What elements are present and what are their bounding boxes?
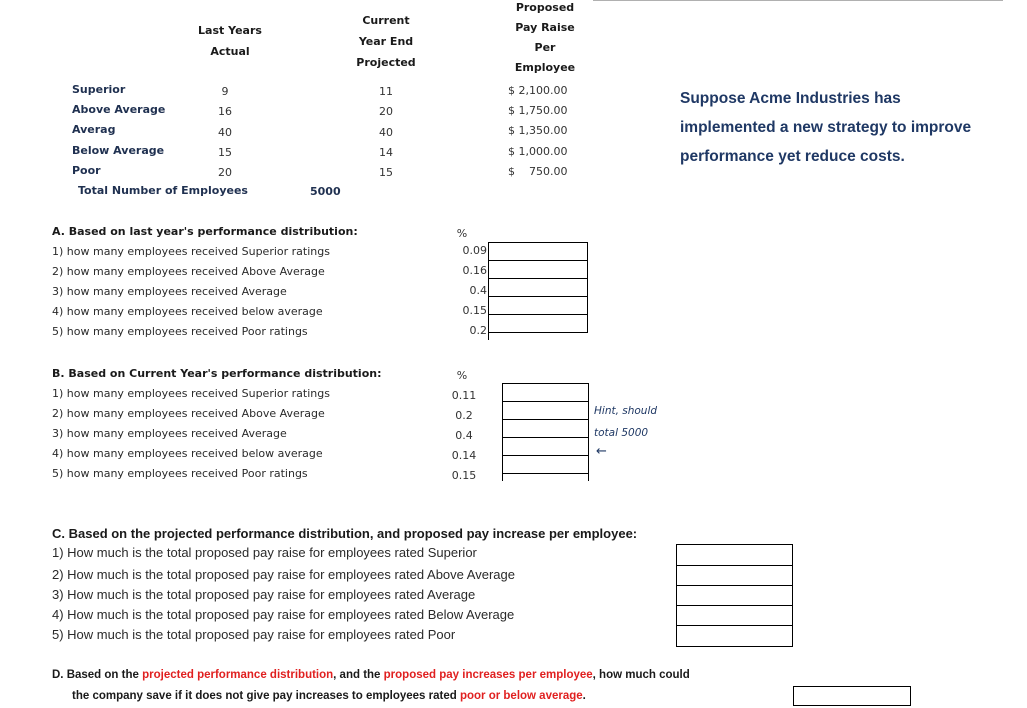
header-current-line2: Year End bbox=[358, 35, 414, 48]
section-a-pct: 0.16 bbox=[462, 264, 487, 277]
section-c-question: 5) How much is the total proposed pay raise for employees rated Poor bbox=[52, 627, 456, 642]
arrow-left-icon: ← bbox=[596, 444, 607, 459]
section-a-pct: 0.09 bbox=[462, 244, 487, 257]
row-label-superior: Superior bbox=[72, 83, 126, 96]
section-c-answer-input[interactable] bbox=[676, 565, 793, 586]
section-d-text: , how much could bbox=[592, 669, 690, 681]
section-d-text: the company save if it does not give pay increases to employees rated bbox=[72, 690, 460, 702]
section-a-answer-input[interactable] bbox=[488, 278, 588, 297]
section-b-question: 1) how many employees received Superior ratings bbox=[52, 387, 330, 400]
section-b-answer-input[interactable] bbox=[502, 455, 589, 474]
header-proposed bbox=[505, 0, 585, 78]
section-a-question: 1) how many employees received Superior ratings bbox=[52, 245, 330, 258]
header-proposed-line4: Employee bbox=[514, 61, 576, 74]
section-c-question: 3) How much is the total proposed pay raise for employees rated Average bbox=[52, 587, 476, 602]
raise-value-below-average: $ 1,000.00 bbox=[508, 145, 568, 158]
header-proposed-line1: Proposed bbox=[515, 1, 575, 14]
last-value-superior: 9 bbox=[221, 85, 229, 98]
section-c-question: 2) How much is the total proposed pay raise for employees rated Above Average bbox=[52, 567, 515, 582]
scenario-note: Suppose Acme Industries has implemented a new strategy to improve performance yet reduce costs. bbox=[680, 90, 972, 165]
section-a-title: A. Based on last year's performance distribution: bbox=[52, 225, 358, 238]
section-b-answer-input[interactable] bbox=[502, 419, 589, 438]
header-last-years-line2: Actual bbox=[210, 45, 250, 58]
section-b-pct: 0.4 bbox=[455, 429, 473, 442]
section-d-line2 bbox=[72, 690, 586, 702]
header-current-line1: Current bbox=[362, 14, 410, 27]
section-c-question: 1) How much is the total proposed pay raise for employees rated Superior bbox=[52, 545, 477, 560]
section-c-answer-input[interactable] bbox=[676, 544, 793, 566]
section-a-question: 4) how many employees received below average bbox=[52, 305, 323, 318]
section-c-question: 4) How much is the total proposed pay raise for employees rated Below Average bbox=[52, 607, 515, 622]
section-c-answer-input[interactable] bbox=[676, 625, 793, 647]
total-label: Total Number of Employees bbox=[78, 184, 248, 197]
raise-value-above-average: $ 1,750.00 bbox=[508, 104, 568, 117]
current-value-average: 40 bbox=[379, 126, 393, 139]
section-c-answer-input[interactable] bbox=[676, 605, 793, 626]
section-b-pct: 0.15 bbox=[451, 469, 477, 482]
row-label-below-average: Below Average bbox=[72, 144, 165, 157]
section-b-question: 5) how many employees received Poor ratings bbox=[52, 467, 308, 480]
section-a-border-tick bbox=[488, 332, 489, 340]
current-value-above-average: 20 bbox=[379, 105, 393, 118]
header-proposed-line2: Pay Raise bbox=[515, 21, 575, 34]
header-current-line3: Projected bbox=[356, 56, 416, 69]
section-c-title: C. Based on the projected performance distribution, and proposed pay increase per employee: bbox=[52, 526, 638, 541]
section-d-highlight: proposed pay increases per employee bbox=[383, 669, 593, 681]
section-b-question: 2) how many employees received Above Average bbox=[52, 407, 325, 420]
hint-line-1: Hint, should bbox=[594, 405, 658, 417]
section-a-answer-input[interactable] bbox=[488, 242, 588, 261]
current-value-below-average: 14 bbox=[379, 146, 393, 159]
section-a-question: 5) how many employees received Poor ratings bbox=[52, 325, 308, 338]
section-d-highlight: poor or below average bbox=[459, 690, 583, 702]
section-a-pct: 0.4 bbox=[469, 284, 487, 297]
section-b-answer-input[interactable] bbox=[502, 437, 589, 456]
last-value-poor: 20 bbox=[218, 166, 232, 179]
section-d-line1 bbox=[52, 669, 690, 681]
section-a-answer-input[interactable] bbox=[488, 296, 588, 315]
section-d-text: , and the bbox=[333, 669, 384, 681]
header-last-years-line1: Last Years bbox=[198, 24, 262, 37]
section-d-text: . bbox=[582, 690, 586, 702]
section-d-highlight: projected performance distribution bbox=[142, 669, 334, 681]
header-rule bbox=[593, 0, 1003, 1]
section-a-answer-input[interactable] bbox=[488, 314, 588, 333]
section-a-pct: 0.2 bbox=[469, 324, 487, 337]
section-a-question: 2) how many employees received Above Average bbox=[52, 265, 325, 278]
current-value-superior: 11 bbox=[379, 85, 393, 98]
total-value: 5000 bbox=[310, 185, 341, 198]
section-b-pct: 0.11 bbox=[451, 389, 477, 402]
section-b-total-input[interactable] bbox=[502, 473, 589, 481]
raise-value-average: $ 1,350.00 bbox=[508, 124, 568, 137]
header-last-years bbox=[190, 20, 270, 62]
last-value-below-average: 15 bbox=[218, 146, 232, 159]
header-proposed-line3: Per bbox=[534, 41, 556, 54]
section-b-title: B. Based on Current Year's performance distribution: bbox=[52, 367, 382, 380]
row-label-above-average: Above Average bbox=[72, 103, 166, 116]
section-b-answer-input[interactable] bbox=[502, 383, 589, 402]
section-d-text: D. Based on the bbox=[52, 669, 143, 681]
section-d-answer-input[interactable] bbox=[793, 686, 911, 706]
section-b-pct-header: % bbox=[456, 369, 468, 382]
current-value-poor: 15 bbox=[379, 166, 393, 179]
section-a-question: 3) how many employees received Average bbox=[52, 285, 287, 298]
section-a-pct-header: % bbox=[456, 227, 468, 240]
section-b-question: 4) how many employees received below average bbox=[52, 447, 323, 460]
header-current bbox=[346, 10, 426, 73]
section-c-answer-input[interactable] bbox=[676, 585, 793, 606]
section-b-pct: 0.2 bbox=[455, 409, 473, 422]
section-a-answer-input[interactable] bbox=[488, 260, 588, 279]
row-label-average: Averag bbox=[72, 123, 116, 136]
last-value-above-average: 16 bbox=[218, 105, 232, 118]
last-value-average: 40 bbox=[218, 126, 232, 139]
section-a-pct: 0.15 bbox=[462, 304, 487, 317]
raise-value-poor: $ 750.00 bbox=[508, 165, 568, 178]
section-b-question: 3) how many employees received Average bbox=[52, 427, 287, 440]
section-b-answer-input[interactable] bbox=[502, 401, 589, 420]
row-label-poor: Poor bbox=[72, 164, 101, 177]
hint-line-2: total 5000 bbox=[594, 427, 649, 439]
section-b-pct: 0.14 bbox=[451, 449, 477, 462]
raise-value-superior: $ 2,100.00 bbox=[508, 84, 568, 97]
